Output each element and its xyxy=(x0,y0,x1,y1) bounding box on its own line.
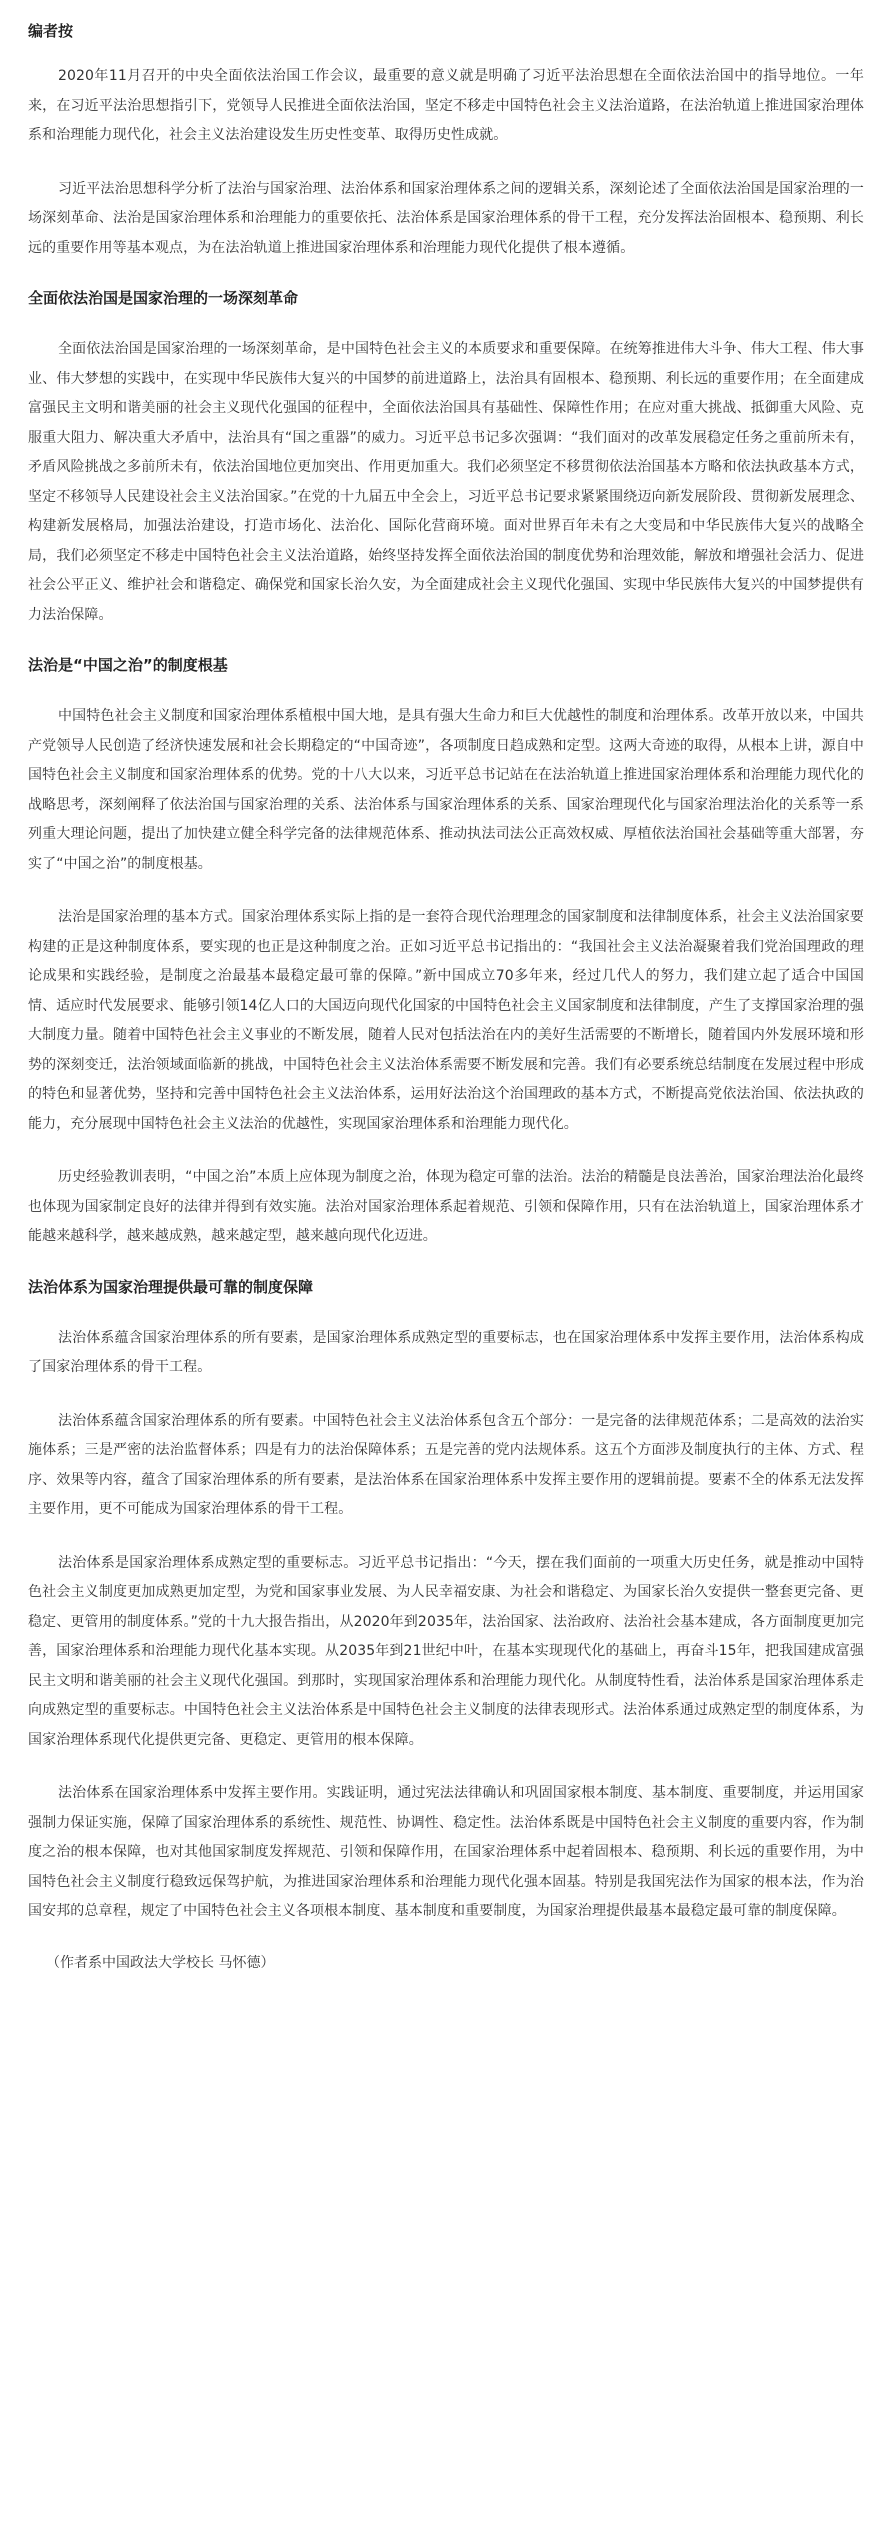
section-heading: 法治体系为国家治理提供最可靠的制度保障 xyxy=(28,1277,314,1296)
section-paragraph: 法治体系蕴含国家治理体系的所有要素，是国家治理体系成熟定型的重要标志，也在国家治理体系中发挥主要作用，法治体系构成了国家治理体系的骨干工程。 xyxy=(28,1329,864,1375)
section-paragraph: 历史经验教训表明，“中国之治”本质上应体现为制度之治，体现为稳定可靠的法治。法治的精髓是良法善治，国家治理法治化最终也体现为国家制定良好的法律并得到有效实施。法治对国家治理体系起着规范、引领和保障作用，只有在法治轨道上，国家治理体系才能越来越科学，越来越成熟，越来越定型，越来越向现代化迈进。 xyxy=(28,1169,864,1244)
section-paragraph: 法治是国家治理的基本方式。国家治理体系实际上指的是一套符合现代治理理念的国家制度和法律制度体系，社会主义法治国家要构建的正是这种制度体系，要实现的也正是这种制度之治。正如习近平总书记指出的：“我国社会主义法治凝聚着我们党治国理政的理论成果和实践经验，是制度之治最基本最稳定最可靠的保障。”新中国成立70多年来，经过几代人的努力，我们建立起了适合中国国情、适应时代发展要求、能够引领14亿人口的大国迈向现代化国家的中国特色社会主义国家制度和法律制度，产生了支撑国家治理的强大制度力量。随着中国特色社会主义事业的不断发展，随着人民对包括法治在内的美好生活需要的不断增长，随着国内外发展环境和形势的深刻变迁，法治领域面临新的挑战，中国特色社会主义法治体系需要不断发展和完善。我们有必要系统总结制度在发展过程中形成的特色和显著优势，坚持和完善中国特色社会主义法治体系，运用好法治这个治国理政的基本方式，不断提高党依法治国、依法执政的能力，充分展现中国特色社会主义法治的优越性，实现国家治理体系和治理能力现代化。 xyxy=(28,909,864,1132)
editor-note-heading: 编者按 xyxy=(28,22,74,40)
editor-note-paragraph: 习近平法治思想科学分析了法治与国家治理、法治体系和国家治理体系之间的逻辑关系，深刻论述了全面依法治国是国家治理的一场深刻革命、法治是国家治理体系和治理能力的重要依托、法治体系是国家治理体系的骨干工程，充分发挥法治固根本、稳预期、利长远的重要作用等基本观点，为在法治轨道上推进国家治理体系和治理能力现代化提供了根本遵循。 xyxy=(28,180,864,256)
section-paragraph: 法治体系蕴含国家治理体系的所有要素。中国特色社会主义法治体系包含五个部分：一是完备的法律规范体系；二是高效的法治实施体系；三是严密的法治监督体系；四是有力的法治保障体系；五是完善的党内法规体系。这五个方面涉及制度执行的主体、方式、程序、效果等内容，蕴含了国家治理体系的所有要素，是法治体系在国家治理体系中发挥主要作用的逻辑前提。要素不全的体系无法发挥主要作用，更不可能成为国家治理体系的骨干工程。 xyxy=(28,1412,864,1517)
author-signature: （作者系中国政法大学校长 马怀德） xyxy=(46,1954,275,1971)
section-paragraph: 全面依法治国是国家治理的一场深刻革命，是中国特色社会主义的本质要求和重要保障。在统筹推进伟大斗争、伟大工程、伟大事业、伟大梦想的实践中，在实现中华民族伟大复兴的中国梦的前进道路上，法治具有固根本、稳预期、利长远的重要作用；在全面建成富强民主文明和谐美丽的社会主义现代化强国的征程中，全面依法治国具有基础性、保障性作用；在应对重大挑战、抵御重大风险、克服重大阻力、解决重大矛盾中，法治具有“国之重器”的威力。习近平总书记多次强调：“我们面对的改革发展稳定任务之重前所未有，矛盾风险挑战之多前所未有，依法治国地位更加突出、作用更加重大。我们必须坚定不移贯彻依法治国基本方略和依法执政基本方式，坚定不移领导人民建设社会主义法治国家。”在党的十九届五中全会上，习近平总书记要求紧紧围绕迈向新发展阶段、贯彻新发展理念、构建新发展格局，加强法治建设，打造市场化、法治化、国际化营商环境。面对世界百年未有之大变局和中华民族伟大复兴的战略全局，我们必须坚定不移走中国特色社会主义法治道路，始终坚持发挥全面依法治国的制度优势和治理效能，解放和增强社会活力、促进社会公平正义、维护社会和谐稳定、确保党和国家长治久安，为全面建成社会主义现代化强国、实现中华民族伟大复兴的中国梦提供有力法治保障。 xyxy=(28,341,864,623)
section-paragraph: 法治体系在国家治理体系中发挥主要作用。实践证明，通过宪法法律确认和巩固国家根本制度、基本制度、重要制度，并运用国家强制力保证实施，保障了国家治理体系的系统性、规范性、协调性、稳定性。法治体系既是中国特色社会主义制度的重要内容，作为制度之治的根本保障，也对其他国家制度发挥规范、引领和保障作用，在国家治理体系中起着固根本、稳预期、利长远的重要作用，为中国特色社会主义制度行稳致远保驾护航，为推进国家治理体系和治理能力现代化强本固基。特别是我国宪法作为国家的根本法，作为治国安邦的总章程，规定了中国特色社会主义各项根本制度、基本制度和重要制度，为国家治理提供最基本最稳定最可靠的制度保障。 xyxy=(28,1785,864,1919)
section-heading: 全面依法治国是国家治理的一场深刻革命 xyxy=(28,289,299,307)
section-paragraph: 中国特色社会主义制度和国家治理体系植根中国大地，是具有强大生命力和巨大优越性的制度和治理体系。改革开放以来，中国共产党领导人民创造了经济快速发展和社会长期稳定的“中国奇迹”，各项制度日趋成熟和定型。这两大奇迹的取得，从根本上讲，源自中国特色社会主义制度和国家治理体系的优势。党的十八大以来，习近平总书记站在在法治轨道上推进国家治理体系和治理能力现代化的战略思考，深刻阐释了依法治国与国家治理的关系、法治体系与国家治理体系的关系、国家治理现代化与国家治理法治化的关系等一系列重大理论问题，提出了加快建立健全科学完备的法律规范体系、推动执法司法公正高效权威、厚植依法治国社会基础等重大部署，夯实了“中国之治”的制度根基。 xyxy=(28,708,864,872)
editor-note-paragraph: 2020年11月召开的中央全面依法治国工作会议，最重要的意义就是明确了习近平法治思想在全面依法治国中的指导地位。一年来，在习近平法治思想指引下，党领导人民推进全面依法治国，坚定不移走中国特色社会主义法治道路，在法治轨道上推进国家治理体系和治理能力现代化，社会主义法治建设发生历史性变革、取得历史性成就。 xyxy=(28,68,864,143)
section-paragraph: 法治体系是国家治理体系成熟定型的重要标志。习近平总书记指出：“今天，摆在我们面前的一项重大历史任务，就是推动中国特色社会主义制度更加成熟更加定型，为党和国家事业发展、为人民幸福安康、为社会和谐稳定、为国家长治久安提供一整套更完备、更稳定、更管用的制度体系。”党的十九大报告指出，从2020年到2035年，法治国家、法治政府、法治社会基本建成，各方面制度更加完善，国家治理体系和治理能力现代化基本实现。从2035年到21世纪中叶，在基本实现现代化的基础上，再奋斗15年，把我国建成富强民主文明和谐美丽的社会主义现代化强国。到那时，实现国家治理体系和治理能力现代化。从制度特性看，法治体系是国家治理体系走向成熟定型的重要标志。中国特色社会主义法治体系是中国特色社会主义制度的法律表现形式。法治体系通过成熟定型的制度体系，为国家治理体系现代化提供更完备、更稳定、更管用的根本保障。 xyxy=(28,1554,864,1748)
section-heading: 法治是“中国之治”的制度根基 xyxy=(28,656,228,674)
